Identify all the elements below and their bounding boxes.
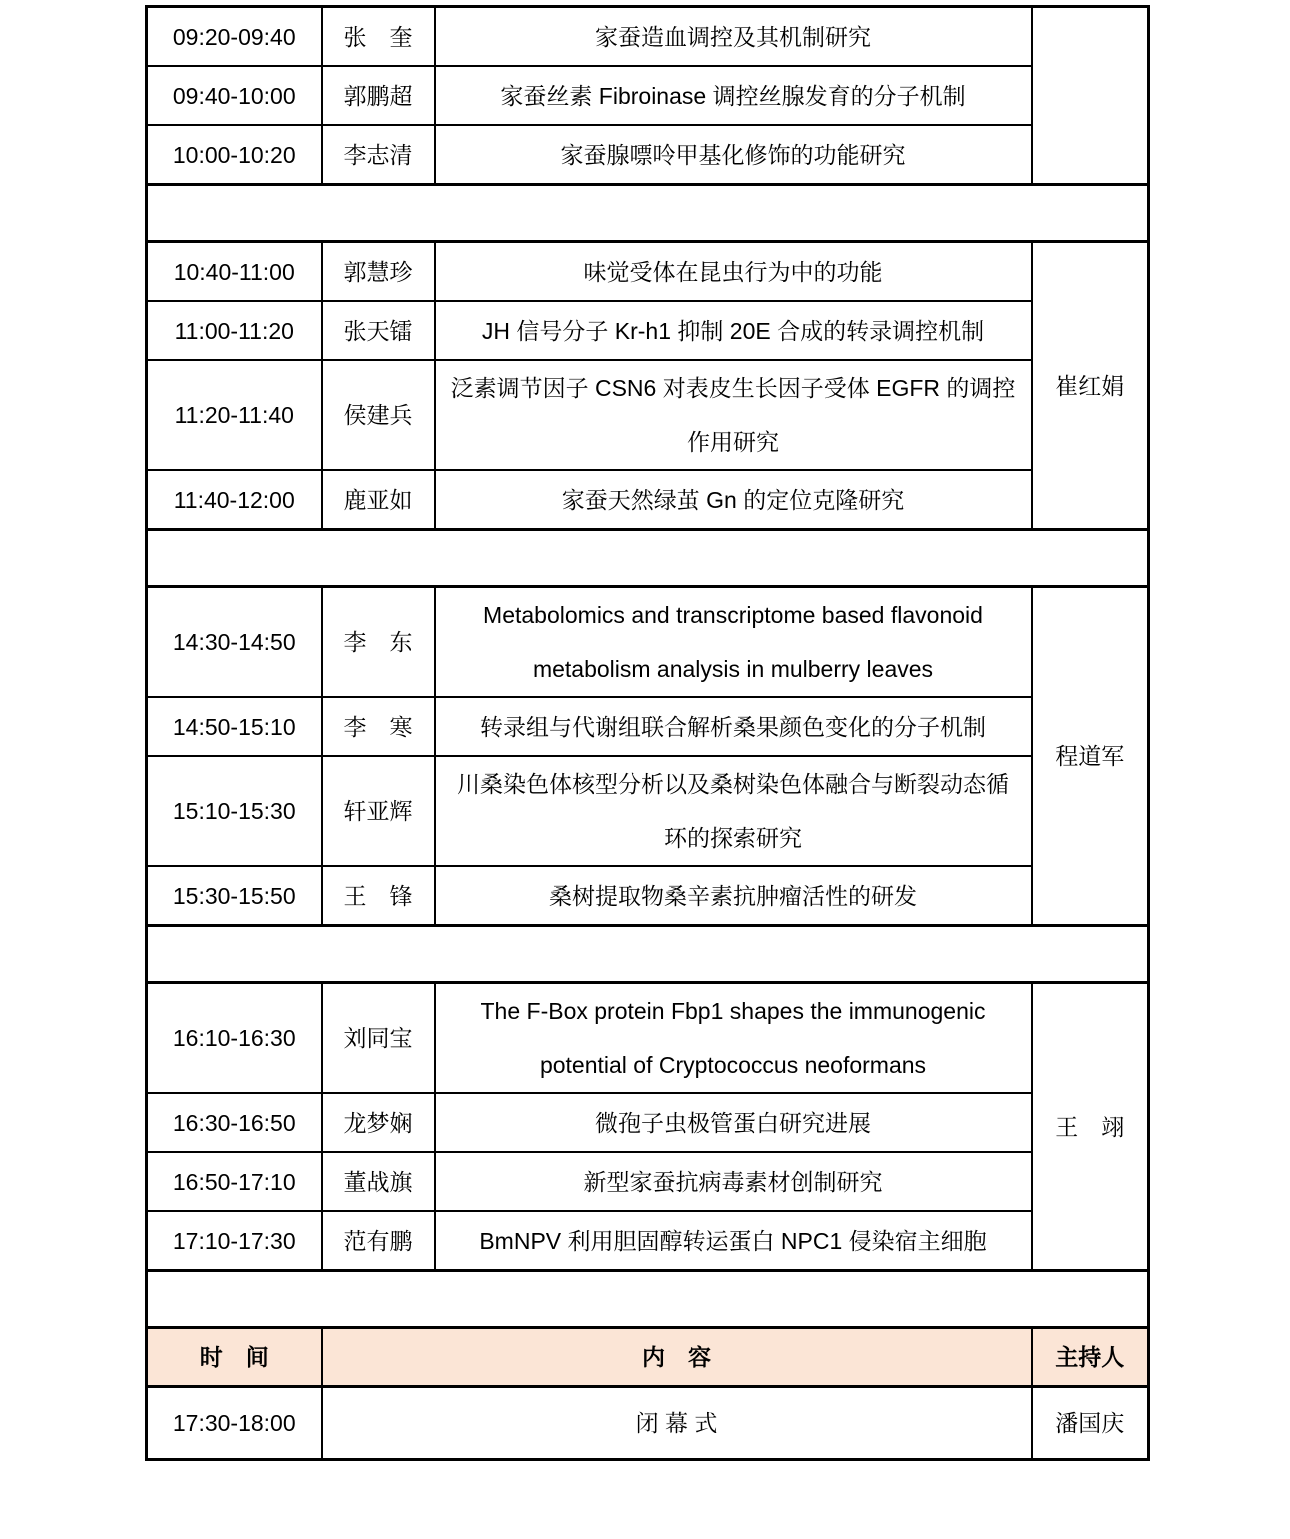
speaker-cell: 董战旗 bbox=[322, 1152, 435, 1211]
speaker-cell: 龙梦娴 bbox=[322, 1093, 435, 1152]
title-cell: 家蚕天然绿茧 Gn 的定位克隆研究 bbox=[435, 470, 1032, 530]
title-cell: 新型家蚕抗病毒素材创制研究 bbox=[435, 1152, 1032, 1211]
speaker-cell: 郭鹏超 bbox=[322, 66, 435, 125]
separator-row bbox=[147, 1271, 1149, 1328]
time-cell: 15:10-15:30 bbox=[147, 756, 322, 866]
time-cell: 11:00-11:20 bbox=[147, 301, 322, 360]
session-row bbox=[147, 125, 1149, 185]
speaker-cell: 轩亚辉 bbox=[322, 756, 435, 866]
speaker-cell: 王 锋 bbox=[322, 866, 435, 926]
session-row bbox=[147, 1093, 1149, 1152]
title-cell: 泛素调节因子 CSN6 对表皮生长因子受体 EGFR 的调控 作用研究 bbox=[435, 360, 1032, 470]
schedule-table-wrap bbox=[145, 5, 1150, 1461]
speaker-cell: 鹿亚如 bbox=[322, 470, 435, 530]
session-row bbox=[147, 66, 1149, 125]
speaker-cell: 李 东 bbox=[322, 587, 435, 698]
header-row bbox=[147, 1328, 1149, 1387]
schedule-table bbox=[145, 5, 1150, 1461]
header-content: 内 容 bbox=[322, 1328, 1032, 1387]
chair-cell: 王 翊 bbox=[1032, 983, 1149, 1271]
session-row bbox=[147, 756, 1149, 866]
session-row bbox=[147, 866, 1149, 926]
time-cell: 15:30-15:50 bbox=[147, 866, 322, 926]
separator-row bbox=[147, 926, 1149, 983]
speaker-cell: 郭慧珍 bbox=[322, 242, 435, 302]
separator-cell bbox=[147, 185, 1149, 242]
separator-cell bbox=[147, 1271, 1149, 1328]
time-cell: 14:30-14:50 bbox=[147, 587, 322, 698]
separator-cell bbox=[147, 926, 1149, 983]
title-cell: 家蚕造血调控及其机制研究 bbox=[435, 7, 1032, 67]
time-cell: 17:10-17:30 bbox=[147, 1211, 322, 1271]
session-row bbox=[147, 470, 1149, 530]
time-cell: 11:40-12:00 bbox=[147, 470, 322, 530]
closing-row bbox=[147, 1387, 1149, 1460]
closing-title-cell: 闭 幕 式 bbox=[322, 1387, 1032, 1460]
speaker-cell: 范有鹏 bbox=[322, 1211, 435, 1271]
header-chair: 主持人 bbox=[1032, 1328, 1149, 1387]
separator-row bbox=[147, 185, 1149, 242]
session-row bbox=[147, 697, 1149, 756]
speaker-cell: 李志清 bbox=[322, 125, 435, 185]
time-cell: 17:30-18:00 bbox=[147, 1387, 322, 1460]
session-row bbox=[147, 301, 1149, 360]
time-cell: 09:40-10:00 bbox=[147, 66, 322, 125]
time-cell: 14:50-15:10 bbox=[147, 697, 322, 756]
title-cell: JH 信号分子 Kr-h1 抑制 20E 合成的转录调控机制 bbox=[435, 301, 1032, 360]
speaker-cell: 李 寒 bbox=[322, 697, 435, 756]
time-cell: 16:50-17:10 bbox=[147, 1152, 322, 1211]
speaker-cell: 张天镭 bbox=[322, 301, 435, 360]
title-cell: 转录组与代谢组联合解析桑果颜色变化的分子机制 bbox=[435, 697, 1032, 756]
title-cell: 味觉受体在昆虫行为中的功能 bbox=[435, 242, 1032, 302]
title-cell: 家蚕丝素 Fibroinase 调控丝腺发育的分子机制 bbox=[435, 66, 1032, 125]
title-cell: 微孢子虫极管蛋白研究进展 bbox=[435, 1093, 1032, 1152]
time-cell: 09:20-09:40 bbox=[147, 7, 322, 67]
session-row bbox=[147, 360, 1149, 470]
title-cell: Metabolomics and transcriptome based flavonoid metabolism analysis in mulberry leaves bbox=[435, 587, 1032, 698]
session-row bbox=[147, 1211, 1149, 1271]
speaker-cell: 张 奎 bbox=[322, 7, 435, 67]
chair-cell bbox=[1032, 7, 1149, 185]
chair-cell: 潘国庆 bbox=[1032, 1387, 1149, 1460]
session-row bbox=[147, 1152, 1149, 1211]
title-cell: 川桑染色体核型分析以及桑树染色体融合与断裂动态循 环的探索研究 bbox=[435, 756, 1032, 866]
time-cell: 16:30-16:50 bbox=[147, 1093, 322, 1152]
title-cell: 桑树提取物桑辛素抗肿瘤活性的研发 bbox=[435, 866, 1032, 926]
time-cell: 16:10-16:30 bbox=[147, 983, 322, 1094]
time-cell: 10:00-10:20 bbox=[147, 125, 322, 185]
time-cell: 11:20-11:40 bbox=[147, 360, 322, 470]
separator-row bbox=[147, 530, 1149, 587]
title-cell: The F-Box protein Fbp1 shapes the immunogenic potential of Cryptococcus neoformans bbox=[435, 983, 1032, 1094]
session-row bbox=[147, 242, 1149, 302]
session-row bbox=[147, 983, 1149, 1094]
separator-cell bbox=[147, 530, 1149, 587]
chair-cell: 程道军 bbox=[1032, 587, 1149, 926]
session-row bbox=[147, 587, 1149, 698]
title-cell: BmNPV 利用胆固醇转运蛋白 NPC1 侵染宿主细胞 bbox=[435, 1211, 1032, 1271]
speaker-cell: 刘同宝 bbox=[322, 983, 435, 1094]
time-cell: 10:40-11:00 bbox=[147, 242, 322, 302]
speaker-cell: 侯建兵 bbox=[322, 360, 435, 470]
title-cell: 家蚕腺嘌呤甲基化修饰的功能研究 bbox=[435, 125, 1032, 185]
session-row bbox=[147, 7, 1149, 67]
header-time: 时 间 bbox=[147, 1328, 322, 1387]
chair-cell: 崔红娟 bbox=[1032, 242, 1149, 530]
